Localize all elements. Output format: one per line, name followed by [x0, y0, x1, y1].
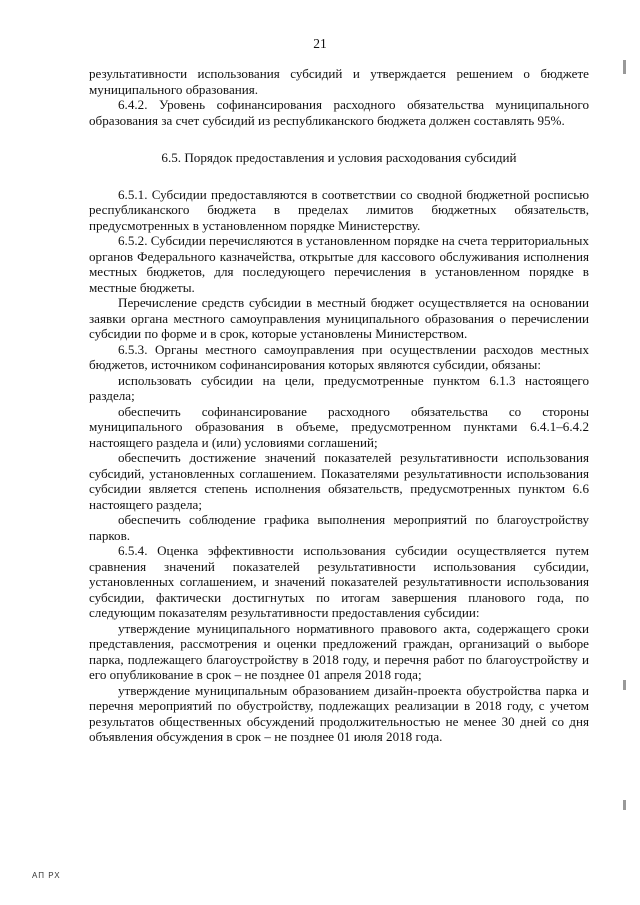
paragraph: обеспечить достижение значений показателей результативности использования субсидий, установленных соглашением. Показателями результативности использования субсидии является степень исполнения обязательств, предусмотренных пунктом 6.6 настоящего раздела; [89, 450, 589, 512]
document-body [89, 66, 589, 745]
paragraph: обеспечить софинансирование расходного обязательства со стороны муниципального образования в объеме, предусмотренном пунктами 6.4.1–6.4.2 настоящего раздела и (или) условиями соглашений; [89, 403, 589, 450]
paragraph: утверждение муниципального нормативного правового акта, содержащего сроки представления, рассмотрения и оценки предложений граждан, организаций о выборе парка, подлежащего благоустройству в 2018 году, и перечня работ по благоустройству и его опубликование в срок – не позднее 01 апреля 2018 года; [89, 620, 589, 682]
paragraph: 6.5.1. Субсидии предоставляются в соответствии со сводной бюджетной росписью республиканского бюджета в пределах лимитов бюджетных обязательств, предусмотренных в установленном порядке Министерству. [89, 186, 589, 233]
scan-edge-mark [623, 680, 626, 690]
paragraph: 6.5.3. Органы местного самоуправления при осуществлении расходов местных бюджетов, источником софинансирования которых являются субсидии, обязаны: [89, 341, 589, 372]
paragraph: использовать субсидии на цели, предусмотренные пунктом 6.1.3 настоящего раздела; [89, 372, 589, 403]
paragraph: Перечисление средств субсидии в местный бюджет осуществляется на основании заявки органа местного самоуправления муниципального образования о перечислении субсидии по форме и в срок, которые установлены Министерством. [89, 295, 589, 341]
scan-edge-mark [623, 800, 626, 810]
scan-edge-mark [623, 60, 626, 74]
paragraph: 6.5.2. Субсидии перечисляются в установленном порядке на счета территориальных органов Федерального казначейства, открытые для кассового обслуживания исполнения местных бюджетов, для последующего перечисления в установленном порядке в местные бюджеты. [89, 233, 589, 295]
paragraph: обеспечить соблюдение графика выполнения мероприятий по благоустройству парков. [89, 512, 589, 543]
page-number: 21 [313, 36, 327, 51]
paragraph: 6.5.4. Оценка эффективности использования субсидии осуществляется путем сравнения значений показателей результативности использования субсидии, установленных соглашением, и значений показателей результативности использования субсидии, фактически достигнутых по итогам завершения планового года, по следующим показателям результативности предоставления субсидии: [89, 543, 589, 620]
paragraph: 6.4.2. Уровень софинансирования расходного обязательства муниципального образования за счет субсидий из республиканского бюджета должен составлять 95%. [89, 97, 589, 128]
paragraph: результативности использования субсидий и утверждается решением о бюджете муниципального образования. [89, 66, 589, 97]
section-title: 6.5. Порядок предоставления и условия расходования субсидий [161, 150, 517, 165]
footer-code: АП РХ [32, 871, 61, 880]
paragraph: утверждение муниципальным образованием дизайн-проекта обустройства парка и перечня мероприятий по обустройству, подлежащих реализации в 2018 году, с учетом результатов общественных обсуждений продолжительностью не менее 30 дней со дня объявления обсуждения в срок – не позднее 01 июля 2018 года. [89, 682, 589, 744]
